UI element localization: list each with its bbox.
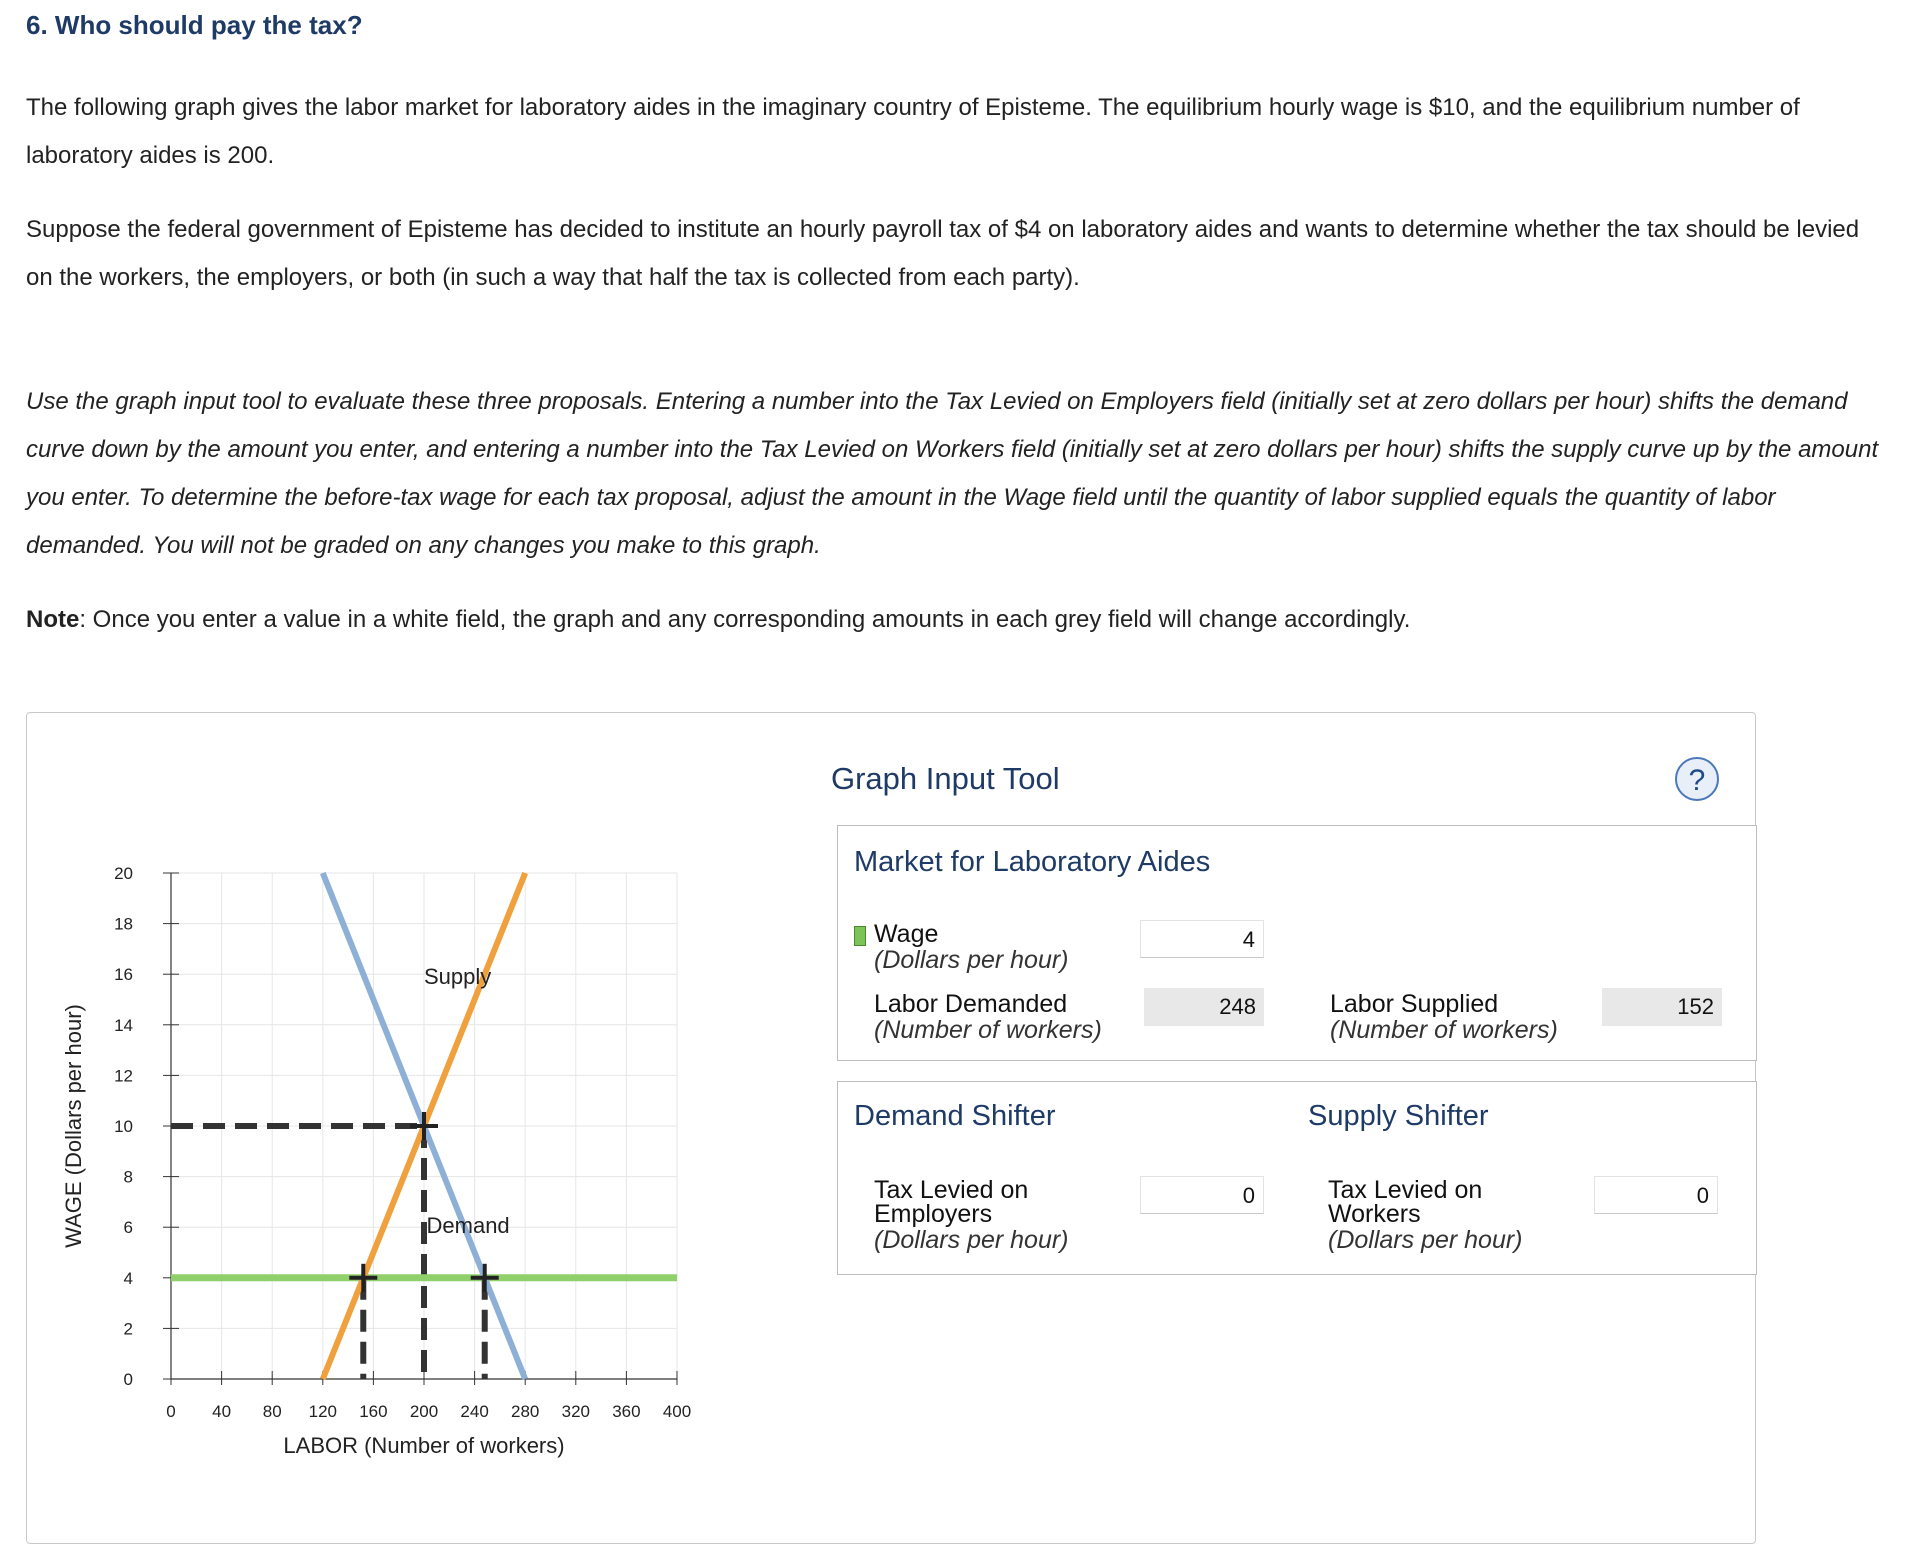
worker-tax-label-line2: Workers — [1328, 1200, 1421, 1228]
supply-shifter-title: Supply Shifter — [1308, 1100, 1489, 1132]
wage-input[interactable]: 4 — [1140, 920, 1264, 958]
graph-area — [27, 713, 807, 1543]
employer-tax-label-line2: Employers — [874, 1200, 993, 1228]
x-tick-label: 160 — [359, 1402, 388, 1421]
x-tick-label: 320 — [561, 1402, 590, 1421]
y-tick-label: 16 — [114, 965, 133, 985]
shifter-box — [837, 1081, 1757, 1275]
y-axis-title: WAGE (Dollars per hour) — [61, 1004, 86, 1248]
x-tick-label: 40 — [212, 1402, 232, 1421]
graph-input-tool-title: Graph Input Tool — [831, 761, 1060, 796]
wage-line-swatch — [854, 926, 866, 946]
worker-tax-unit-label: (Dollars per hour) — [1328, 1226, 1523, 1254]
x-axis-title: LABOR (Number of workers) — [283, 1433, 565, 1458]
y-tick-label: 2 — [123, 1319, 133, 1339]
market-box — [837, 825, 1757, 1061]
y-tick-label: 6 — [123, 1218, 133, 1238]
question-title: 6. Who should pay the tax? — [26, 10, 363, 40]
demand-curve-label: Demand — [426, 1213, 510, 1239]
x-tick-label: 280 — [511, 1402, 540, 1421]
tax-paragraph: Suppose the federal government of Episteme has decided to institute an hourly payroll tax of $4 on laboratory aides and wants to determine whether the tax should be levied on the workers, the employers, or both (in such a way that half the tax is collected from each party). — [26, 216, 1860, 291]
help-icon[interactable]: ? — [1675, 757, 1719, 801]
labor-supplied-label: Labor Supplied — [1330, 990, 1499, 1018]
labor-demanded-label: Labor Demanded — [874, 990, 1068, 1018]
labor-supplied-value: 152 — [1602, 988, 1722, 1026]
employer-tax-unit-label: (Dollars per hour) — [874, 1226, 1069, 1254]
x-tick-label: 240 — [460, 1402, 489, 1421]
y-tick-label: 0 — [123, 1370, 133, 1389]
x-tick-label: 120 — [308, 1402, 337, 1421]
note-text: : Once you enter a value in a white field, the graph and any corresponding amounts in each grey field will change accordingly. — [79, 606, 1411, 633]
y-tick-label: 10 — [114, 1117, 133, 1136]
employer-tax-label-line1: Tax Levied on — [874, 1176, 1029, 1204]
note-paragraph — [26, 596, 1886, 644]
y-tick-label: 12 — [114, 1066, 133, 1086]
x-tick-label: 200 — [409, 1402, 439, 1421]
supply-curve-label: Supply — [424, 964, 492, 990]
graph-tool-panel — [26, 712, 1756, 1544]
instructions-paragraph: Use the graph input tool to evaluate these three proposals. Entering a number into the Tax Levied on Employers field (initially set at zero dollars per hour) shifts the demand curve down by the amount you enter, and entering a number into the Tax Levied on Workers field (initially set at zero dollars per hour) shifts the supply curve up by the amount you enter. To determine the before-tax wage for each tax proposal, adjust the amount in the Wage field until the quantity of labor supplied equals the quantity of labor demanded. You will not be graded on any changes you make to this graph. — [26, 388, 1879, 559]
labor-market-chart[interactable] — [27, 713, 807, 1543]
y-tick-label: 20 — [114, 864, 133, 883]
labor-demanded-unit-label: (Number of workers) — [874, 1016, 1102, 1044]
note-label: Note — [26, 606, 80, 633]
intro-paragraph: The following graph gives the labor market for laboratory aides in the imaginary country of Episteme. The equilibrium hourly wage is $10, and the equilibrium number of laboratory aides is 200. — [26, 94, 1800, 169]
wage-unit-label: (Dollars per hour) — [874, 946, 1069, 974]
worker-tax-input[interactable]: 0 — [1594, 1176, 1718, 1214]
worker-tax-label-line1: Tax Levied on — [1328, 1176, 1483, 1204]
x-tick-label: 400 — [662, 1402, 692, 1421]
market-title: Market for Laboratory Aides — [854, 846, 1211, 878]
y-tick-label: 4 — [123, 1268, 133, 1288]
y-tick-label: 18 — [114, 914, 133, 934]
y-tick-label: 14 — [114, 1015, 133, 1035]
wage-label: Wage — [874, 920, 939, 948]
y-tick-label: 8 — [123, 1167, 133, 1187]
labor-supplied-unit-label: (Number of workers) — [1330, 1016, 1558, 1044]
x-tick-label: 0 — [166, 1402, 176, 1421]
employer-tax-input[interactable]: 0 — [1140, 1176, 1264, 1214]
x-tick-label: 80 — [262, 1402, 282, 1421]
labor-demanded-value: 248 — [1144, 988, 1264, 1026]
demand-shifter-title: Demand Shifter — [854, 1100, 1056, 1132]
x-tick-label: 360 — [612, 1402, 641, 1421]
